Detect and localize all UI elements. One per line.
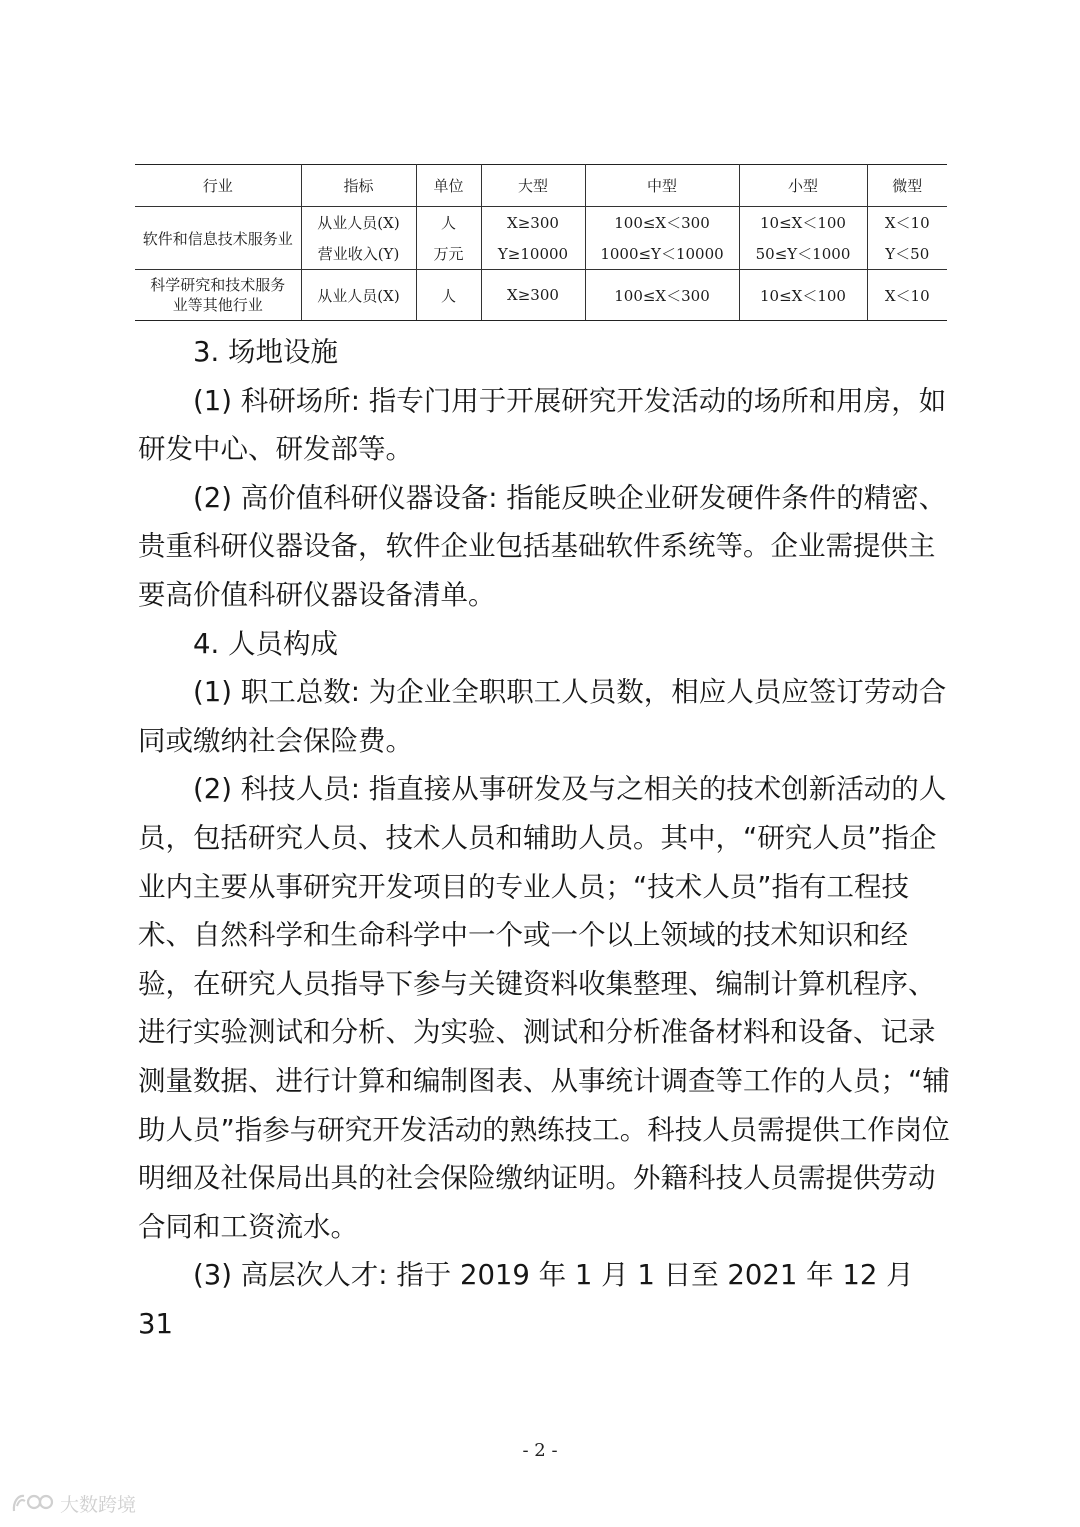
- medium-cell: 100≤X＜300: [585, 207, 739, 239]
- unit-cell: 人: [416, 207, 481, 239]
- unit-cell: 人: [416, 270, 481, 321]
- header-industry: 行业: [135, 165, 301, 207]
- micro-cell: Y＜50: [867, 238, 947, 270]
- paragraph-tech-staff: (2) 科技人员: 指直接从事研发及与之相关的技术创新活动的人员，包括研究人员、技术人员和辅助人员。其中，“研究人员”指企业内主要从事研究开发项目的专业人员；“技术人员”指有工程技术、自然科学和生命科学中一个或一个以上领域的技术知识和经验，在研究人员指导下参与关键资料收集整理、编制计算机程序、进行实验测试和分析、为实验、测试和分析准备材料和设备、记录测量数据、进行计算和编制图表、从事统计调查等工作的人员；“辅助人员”指参与研究开发活动的熟练技工。科技人员需提供工作岗位明细及社保局出具的社会保险缴纳证明。外籍科技人员需提供劳动合同和工资流水。: [138, 773, 950, 1243]
- indicator-cell: 营业收入(Y): [301, 238, 416, 270]
- industry-cell: 软件和信息技术服务业: [135, 207, 301, 270]
- industry-cell: [135, 270, 301, 321]
- small-cell: 10≤X＜100: [739, 207, 867, 239]
- small-cell: 10≤X＜100: [739, 270, 867, 321]
- indicator-cell: 从业人员(X): [301, 270, 416, 321]
- header-large: 大型: [481, 165, 585, 207]
- section-4-heading: 4. 人员构成: [193, 627, 338, 660]
- small-cell: 50≤Y＜1000: [739, 238, 867, 270]
- watermark: [10, 1488, 136, 1518]
- medium-cell: 100≤X＜300: [585, 270, 739, 321]
- header-micro: 微型: [867, 165, 947, 207]
- watermark-text: 大数跨境: [60, 1493, 137, 1516]
- paragraph-research-site: (1) 科研场所: 指专门用于开展研究开发活动的场所和用房，如研发中心、研发部等。: [138, 384, 947, 466]
- large-cell: X≥300: [481, 270, 585, 321]
- large-cell: X≥300: [481, 207, 585, 239]
- header-indicator: 指标: [301, 165, 416, 207]
- paragraph-instruments: (2) 高价值科研仪器设备: 指能反映企业研发硬件条件的精密、贵重科研仪器设备，软件企业包括基础软件系统等。企业需提供主要高价值科研仪器设备清单。: [138, 481, 947, 611]
- header-small: 小型: [739, 165, 867, 207]
- large-cell: Y≥10000: [481, 238, 585, 270]
- unit-cell: 万元: [416, 238, 481, 270]
- table-header-row: [135, 165, 947, 207]
- section-3-heading: 3. 场地设施: [193, 336, 338, 368]
- table-row: [135, 207, 947, 239]
- enterprise-size-table: [135, 164, 947, 321]
- table-row: [135, 270, 947, 321]
- document-body: [138, 328, 950, 1348]
- paragraph-high-level-talent: (3) 高层次人才: 指于 2019 年 1 月 1 日至 2021 年 12 月 31: [138, 1259, 914, 1340]
- indicator-cell: 从业人员(X): [301, 207, 416, 239]
- page-number: - 2 -: [522, 1440, 558, 1461]
- medium-cell: 1000≤Y＜10000: [585, 238, 739, 270]
- header-unit: 单位: [416, 165, 481, 207]
- paragraph-total-staff: (1) 职工总数: 为企业全职职工人员数，相应人员应签订劳动合同或缴纳社会保险费。: [138, 676, 947, 757]
- micro-cell: X＜10: [867, 270, 947, 321]
- micro-cell: X＜10: [867, 207, 947, 239]
- header-medium: 中型: [585, 165, 739, 207]
- watermark-logo-icon: [10, 1490, 54, 1516]
- industry-text: 科学研究和技术服务业等其他行业: [150, 276, 286, 314]
